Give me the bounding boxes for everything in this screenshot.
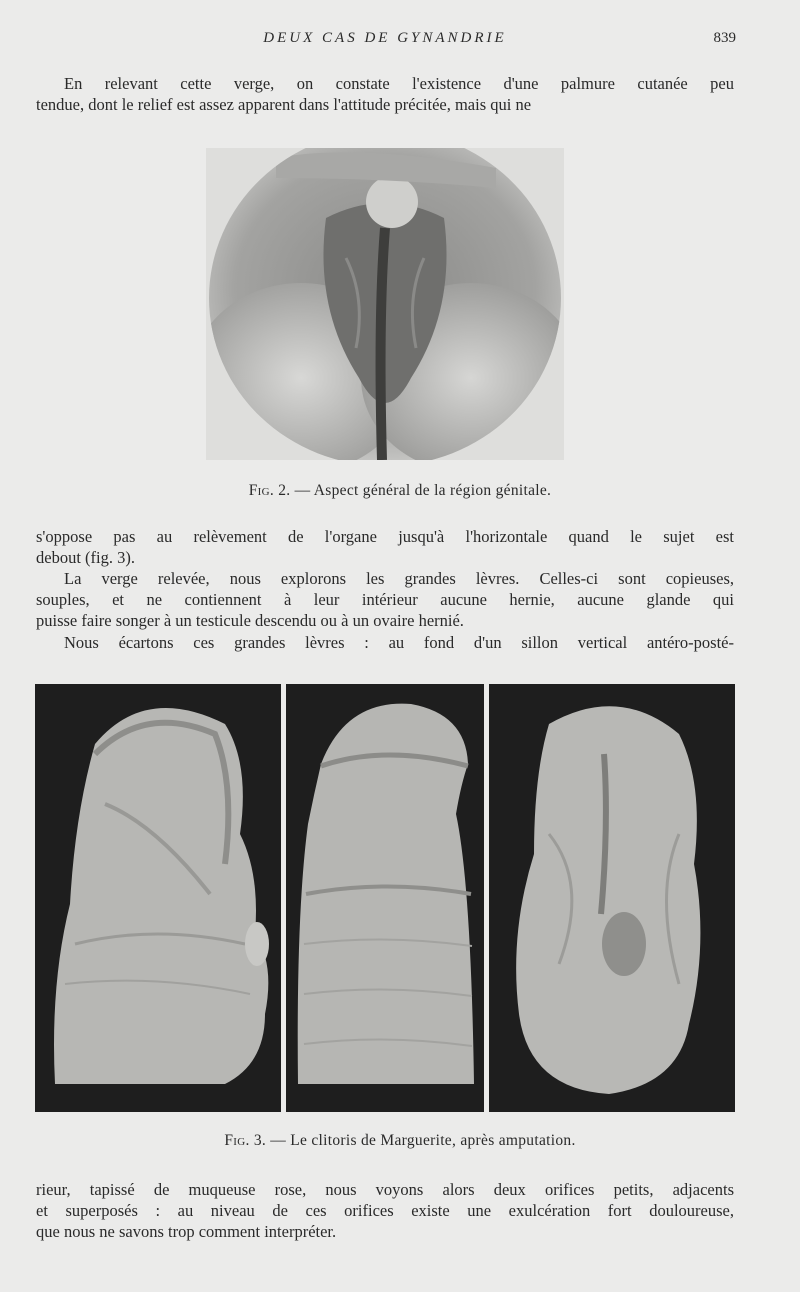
- figure-2-caption-text: Aspect général de la région génitale.: [313, 482, 552, 499]
- running-title: DEUX CAS DE GYNANDRIE: [263, 30, 507, 46]
- paragraph-5: [36, 1179, 734, 1242]
- figure-2-illustration: [206, 148, 564, 460]
- text-line: En relevant cette verge, on constate l'existence d'une palmure cutanée peu: [64, 74, 734, 93]
- figure-3-caption: [0, 1132, 800, 1150]
- text-line: La verge relevée, nous explorons les grandes lèvres. Celles-ci sont copieuses,: [64, 569, 734, 588]
- text-line: debout (fig. 3).: [36, 548, 135, 567]
- figure-3-panel-right: [489, 684, 735, 1112]
- figure-2-caption: [0, 482, 800, 500]
- text-line: souples, et ne contiennent à leur intérieur aucune hernie, aucune glande qui: [36, 590, 734, 609]
- text-line: tendue, dont le relief est assez apparent dans l'attitude précitée, mais qui ne: [36, 95, 532, 114]
- caption-dash: —: [294, 482, 311, 499]
- figure-3-left-illustration: [35, 684, 281, 1112]
- figure-3-panel-left: [35, 684, 281, 1112]
- figure-2-photo: [206, 148, 564, 460]
- paragraph-2: [36, 526, 734, 568]
- text-line: puisse faire songer à un testicule descendu ou à un ovaire hernié.: [36, 611, 464, 630]
- running-head: [0, 30, 800, 52]
- figure-3-label: Fig. 3.: [224, 1132, 267, 1149]
- figure-3-right-illustration: [489, 684, 735, 1112]
- figure-2-label: Fig. 2.: [248, 482, 291, 499]
- figure-3-middle-illustration: [286, 684, 484, 1112]
- paragraph-1: [36, 73, 734, 115]
- text-line: Nous écartons ces grandes lèvres : au fond d'un sillon vertical antéro-posté-: [64, 633, 734, 652]
- paragraph-3: [36, 568, 734, 631]
- caption-dash: —: [270, 1132, 287, 1149]
- text-line: que nous ne savons trop comment interpréter.: [36, 1222, 337, 1241]
- text-line: rieur, tapissé de muqueuse rose, nous voyons alors deux orifices petits, adjacents: [36, 1180, 734, 1199]
- figure-3-panel-middle: [286, 684, 484, 1112]
- figure-3-caption-text: Le clitoris de Marguerite, après amputation.: [290, 1132, 576, 1149]
- page-number: 839: [713, 30, 736, 46]
- text-line: s'oppose pas au relèvement de l'organe jusqu'à l'horizontale quand le sujet est: [36, 527, 734, 546]
- text-line: et superposés : au niveau de ces orifices existe une exulcération fort douloureuse,: [36, 1201, 734, 1220]
- paragraph-4: [36, 632, 734, 653]
